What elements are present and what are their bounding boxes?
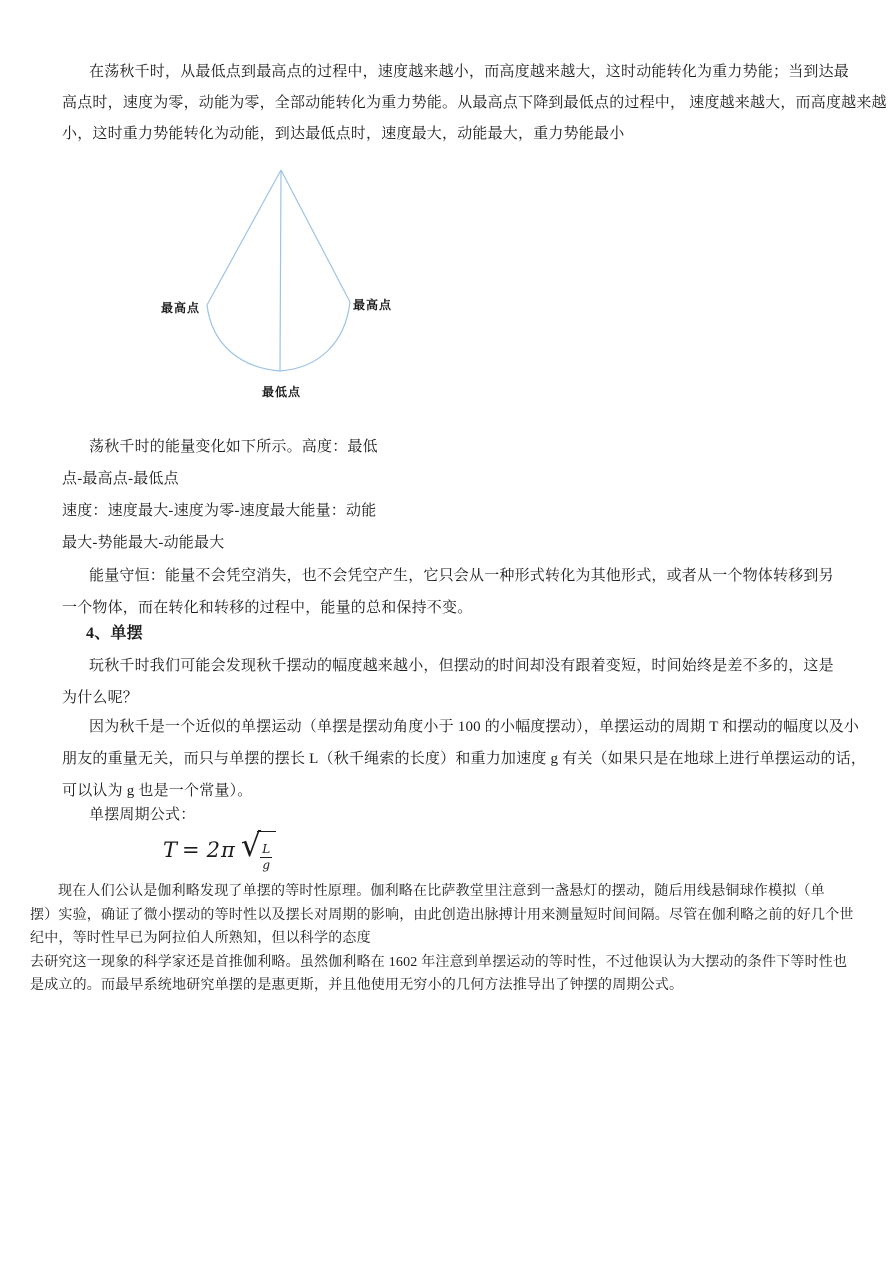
text-line: 可以认为 g 也是一个常量）。 (62, 783, 253, 799)
fraction-numerator: L (260, 843, 272, 858)
text-line: 朋友的重量无关，而只与单摆的摆长 L（秋千绳索的长度）和重力加速度 g 有关（如果只是在地球上进行单摆运动的话， (62, 751, 867, 767)
pendulum-swing-arc (207, 302, 350, 371)
pendulum-rope-right (281, 170, 350, 302)
radical-content (257, 831, 276, 872)
formula-radical (241, 828, 276, 872)
pendulum-diagram-drawing (150, 160, 412, 408)
formula-intro-text (62, 800, 862, 831)
label-highest-point-left: 最高点 (161, 301, 201, 315)
formula-coefficient: 2π (206, 838, 236, 863)
square-root-sign: √ (240, 826, 262, 864)
paragraph-swing-question (62, 650, 862, 714)
pendulum-period-formula (163, 828, 276, 872)
text-line: 现在人们公认是伽利略发现了单摆的等时性原理。伽利略在比萨教堂里注意到一盏悬灯的摆动，随后用线悬铜球作模拟（单 (58, 884, 825, 899)
label-highest-point-right: 最高点 (353, 298, 393, 312)
text-line: 最大-势能最大-动能最大 (62, 535, 225, 551)
paragraph-swing-energy (62, 57, 887, 150)
fraction-L-over-g (260, 843, 272, 872)
text-line: 纪中，等时性早已为阿拉伯人所熟知，但以科学的态度 (30, 931, 371, 946)
text-line: 是成立的。而最早系统地研究单摆的是惠更斯，并且他使用无穷小的几何方法推导出了钟摆的周期公式。 (30, 978, 684, 993)
text-line: 为什么呢？ (62, 690, 139, 706)
paragraph-energy-change (62, 431, 862, 559)
fraction-denominator: g (262, 858, 271, 873)
section-heading-simple-pendulum: 4、单摆 (86, 625, 143, 642)
pendulum-rope-center (280, 170, 281, 371)
text-line: 高点时，速度为零，动能为零，全部动能转化为重力势能。从最高点下降到最低点的过程中， 速度越来越大，而高度越来越 (62, 95, 887, 111)
text-line: 在荡秋千时，从最低点到最高点的过程中，速度越来越小，而高度越来越大，这时动能转化为重力势能；当到达最 (89, 64, 850, 80)
text-line: 速度：速度最大-速度为零-速度最大能量：动能 (62, 503, 377, 519)
text-line: 摆）实验，确证了微小摆动的等时性以及摆长对周期的影响，由此创造出脉搏计用来测量短时间间隔。尽管在伽利略之前的好几个世 (30, 907, 854, 923)
text-line: 小，这时重力势能转化为动能，到达最低点时，速度最大，动能最大，重力势能最小 (62, 126, 625, 142)
text-line: 点-最高点-最低点 (62, 471, 179, 487)
formula-equals-sign: = (182, 838, 200, 863)
paragraph-period-factors (62, 711, 867, 807)
text-line: 因为秋千是一个近似的单摆运动（单摆是摆动角度小于 100 的小幅度摆动），单摆运动的周期 T 和摆动的幅度以及小 (89, 719, 860, 735)
text-line: 单摆周期公式： (89, 807, 196, 823)
formula-variable-T: T (163, 838, 178, 863)
paragraph-energy-conservation (62, 560, 862, 624)
text-line: 能量守恒：能量不会凭空消失，也不会凭空产生，它只会从一种形式转化为其他形式，或者从一个物体转移到另 (89, 568, 834, 584)
pendulum-diagram (150, 160, 412, 408)
text-line: 一个物体，而在转化和转移的过程中，能量的总和保持不变。 (62, 600, 473, 616)
text-line: 荡秋千时的能量变化如下所示。高度：最低 (89, 439, 378, 455)
text-line: 去研究这一现象的科学家还是首推伽利略。虽然伽利略在 1602 年注意到单摆运动的等时性，不过他误认为大摆动的条件下等时性也 (30, 954, 848, 970)
text-line: 玩秋千时我们可能会发现秋千摆动的幅度越来越小，但摆动的时间却没有跟着变短，时间始终是差不多的，这是 (89, 658, 834, 674)
paragraph-galileo-history (30, 880, 864, 998)
label-lowest-point: 最低点 (262, 385, 302, 399)
pendulum-rope-left (207, 170, 281, 305)
